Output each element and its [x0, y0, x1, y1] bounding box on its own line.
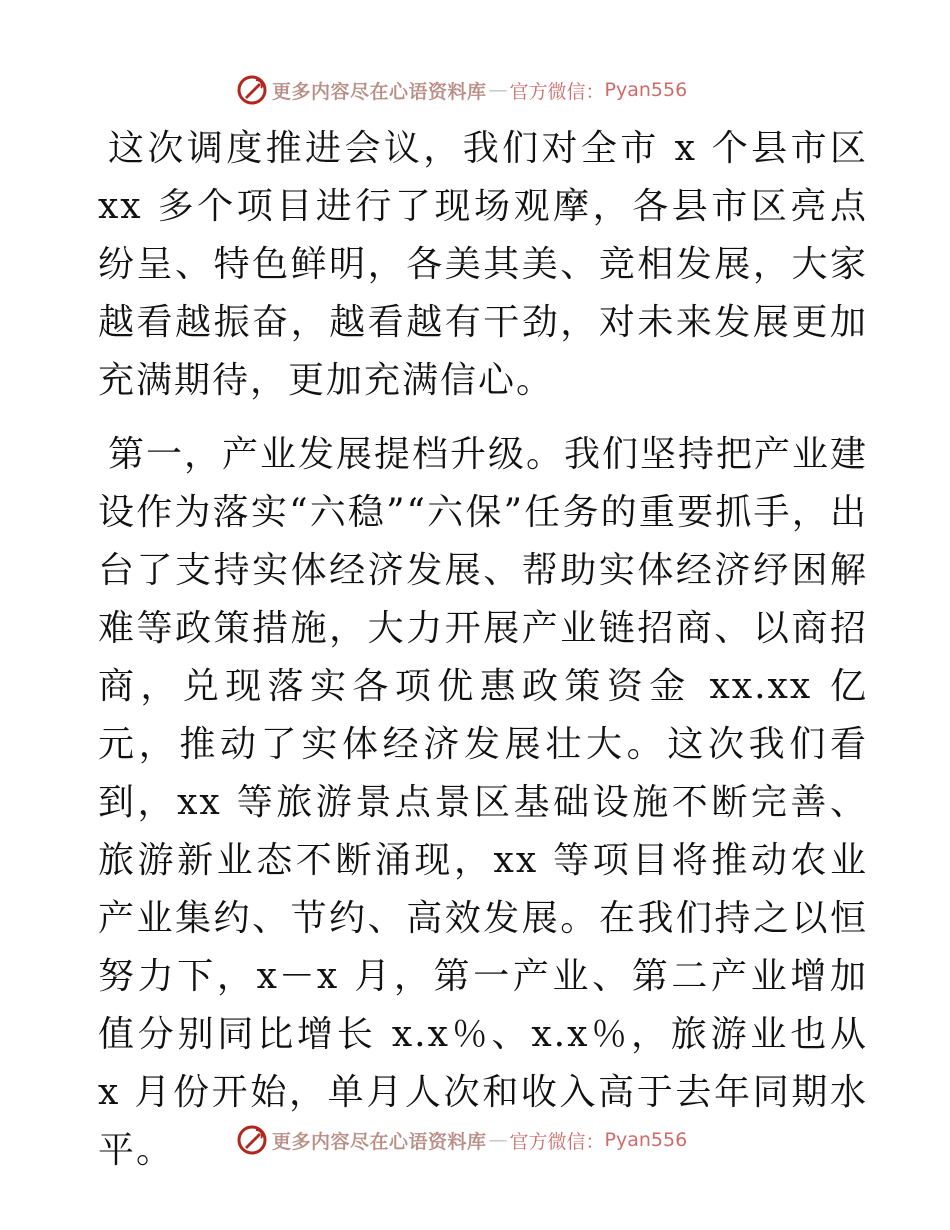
banner-main-text: 更多内容尽在心语资料库 [272, 1130, 487, 1153]
banner-wechat-id: Pyan556 [604, 1129, 688, 1151]
banner-main-text: 更多内容尽在心语资料库 [272, 80, 487, 103]
banner-text [272, 1127, 687, 1154]
banner-separator: — [488, 1129, 508, 1151]
quill-logo-icon [236, 1124, 268, 1156]
quill-logo-icon [236, 74, 268, 106]
banner-text [272, 77, 687, 104]
document-body [98, 120, 868, 1180]
paragraph-1: 这次调度推进会议，我们对全市 x 个县市区 xx 多个项目进行了现场观摩，各县市区亮点纷呈、特色鲜明，各美其美、竞相发展，大家越看越振奋，越看越有干劲，对未来发展更加充满期待，更加充满信心。 [98, 128, 868, 401]
banner-wechat-label: 官方微信： [509, 80, 605, 103]
header-watermark-banner [236, 72, 716, 108]
banner-wechat-label: 官方微信： [509, 1130, 605, 1153]
banner-wechat-id: Pyan556 [604, 79, 688, 101]
footer-watermark-banner [236, 1122, 716, 1158]
paragraph-2: 第一，产业发展提档升级。我们坚持把产业建设作为落实“六稳”“六保”任务的重要抓手，出台了支持实体经济发展、帮助实体经济纾困解难等政策措施，大力开展产业链招商、以商招商，兑现落实各项优惠政策资金 xx.xx 亿元，推动了实体经济发展壮大。这次我们看到，xx 等旅游景点景区基础设施不断完善、旅游新业态不断涌现，xx 等项目将推动农业产业集约、节约、高效发展。在我们持之以恒努力下，x－x 月，第一产业、第二产业增加值分别同比增长 x.x％、x.x％，旅游业也从 x 月份开始，单月人次和收入高于去年同期水平。 [98, 434, 869, 1171]
banner-separator: — [488, 79, 508, 101]
